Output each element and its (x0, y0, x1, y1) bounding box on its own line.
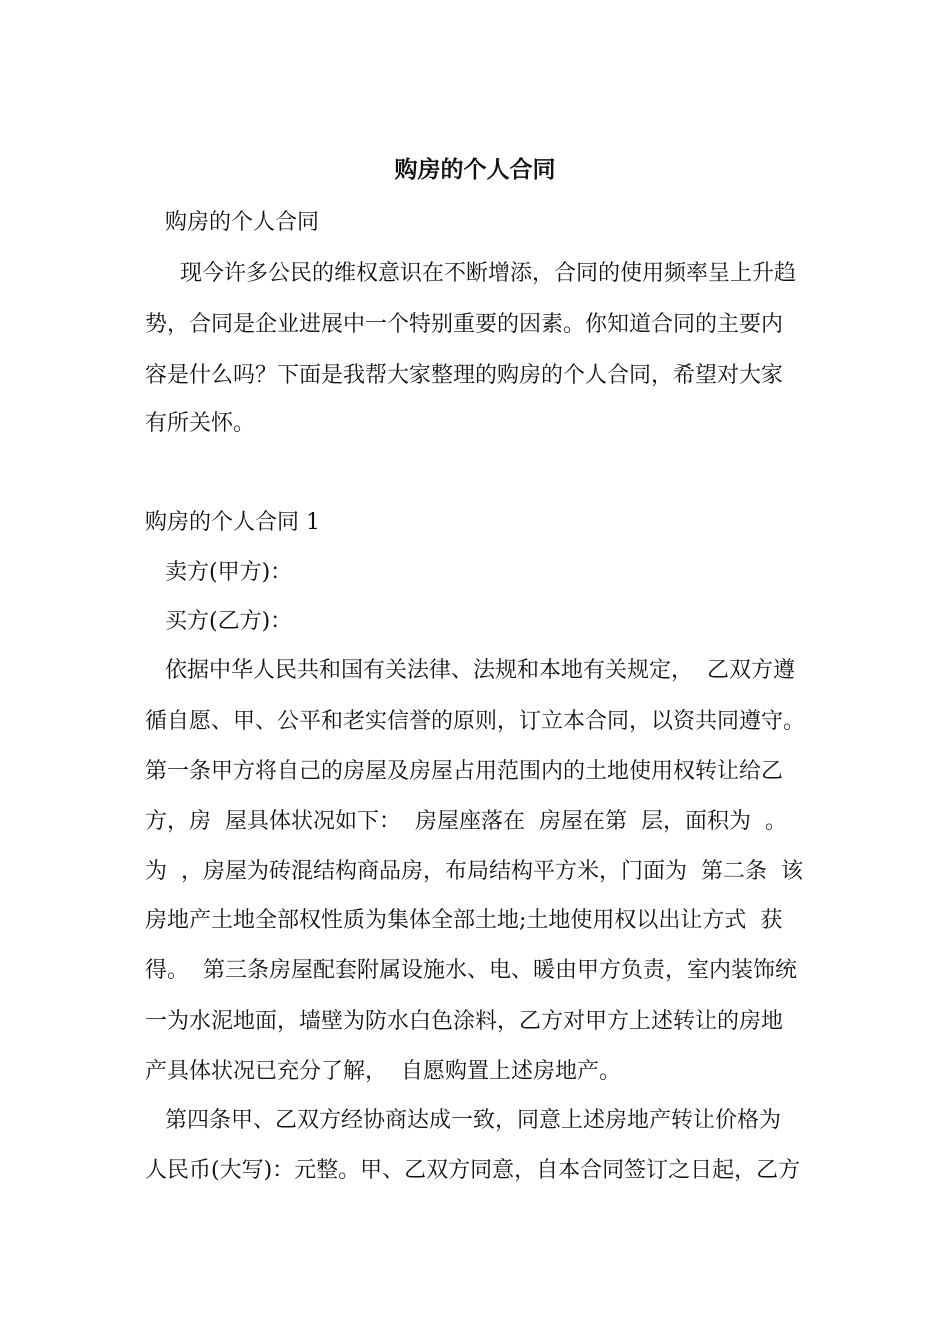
buyer-label: 买方(乙方)： (165, 609, 293, 634)
subtitle: 购房的个人合同 (165, 210, 320, 235)
document-title: 购房的个人合同 (394, 156, 556, 183)
body-line: 依据中华人民共和国有关法律、法规和本地有关规定， 乙双方遵 (165, 658, 795, 683)
body-line: 方，房 屋具体状况如下： 房屋座落在 房屋在第 层，面积为 。 (145, 809, 787, 834)
intro-line: 势，合同是企业进展中一个特别重要的因素。你知道合同的主要内 (145, 312, 784, 337)
body-line: 产具体状况已充分了解， 自愿购置上述房地产。 (145, 1059, 621, 1084)
body-line: 房地产土地全部权性质为集体全部土地;土地使用权以出让方式 获 (145, 908, 783, 933)
body-line: 得。 第三条房屋配套附属设施水、电、暖由甲方负责，室内装饰统 (145, 958, 797, 983)
intro-line: 有所关怀。 (145, 411, 256, 436)
intro-line: 现今许多公民的维权意识在不断增添，合同的使用频率呈上升趋 (180, 261, 797, 286)
body-line: 循自愿、甲、公平和老实信誉的原则，订立本合同，以资共同遵守。 (145, 709, 806, 734)
article4-line: 第四条甲、乙双方经协商达成一致，同意上述房地产转让价格为 (165, 1108, 782, 1133)
body-line: 一为水泥地面，墙壁为防水白色涂料，乙方对甲方上述转让的房地 (145, 1009, 784, 1034)
intro-line: 容是什么吗？下面是我帮大家整理的购房的个人合同，希望对大家 (145, 363, 784, 388)
seller-label: 卖方(甲方)： (165, 560, 293, 585)
body-line: 为 ，房屋为砖混结构商品房，布局结构平方米，门面为 第二条 该 (145, 859, 803, 884)
section-heading: 购房的个人合同 1 (145, 510, 320, 535)
article4-line: 人民币(大写)：元整。甲、乙双方同意，自本合同签订之日起，乙方 (145, 1158, 801, 1183)
body-line: 第一条甲方将自己的房屋及房屋占用范围内的土地使用权转让给乙 (145, 759, 784, 784)
